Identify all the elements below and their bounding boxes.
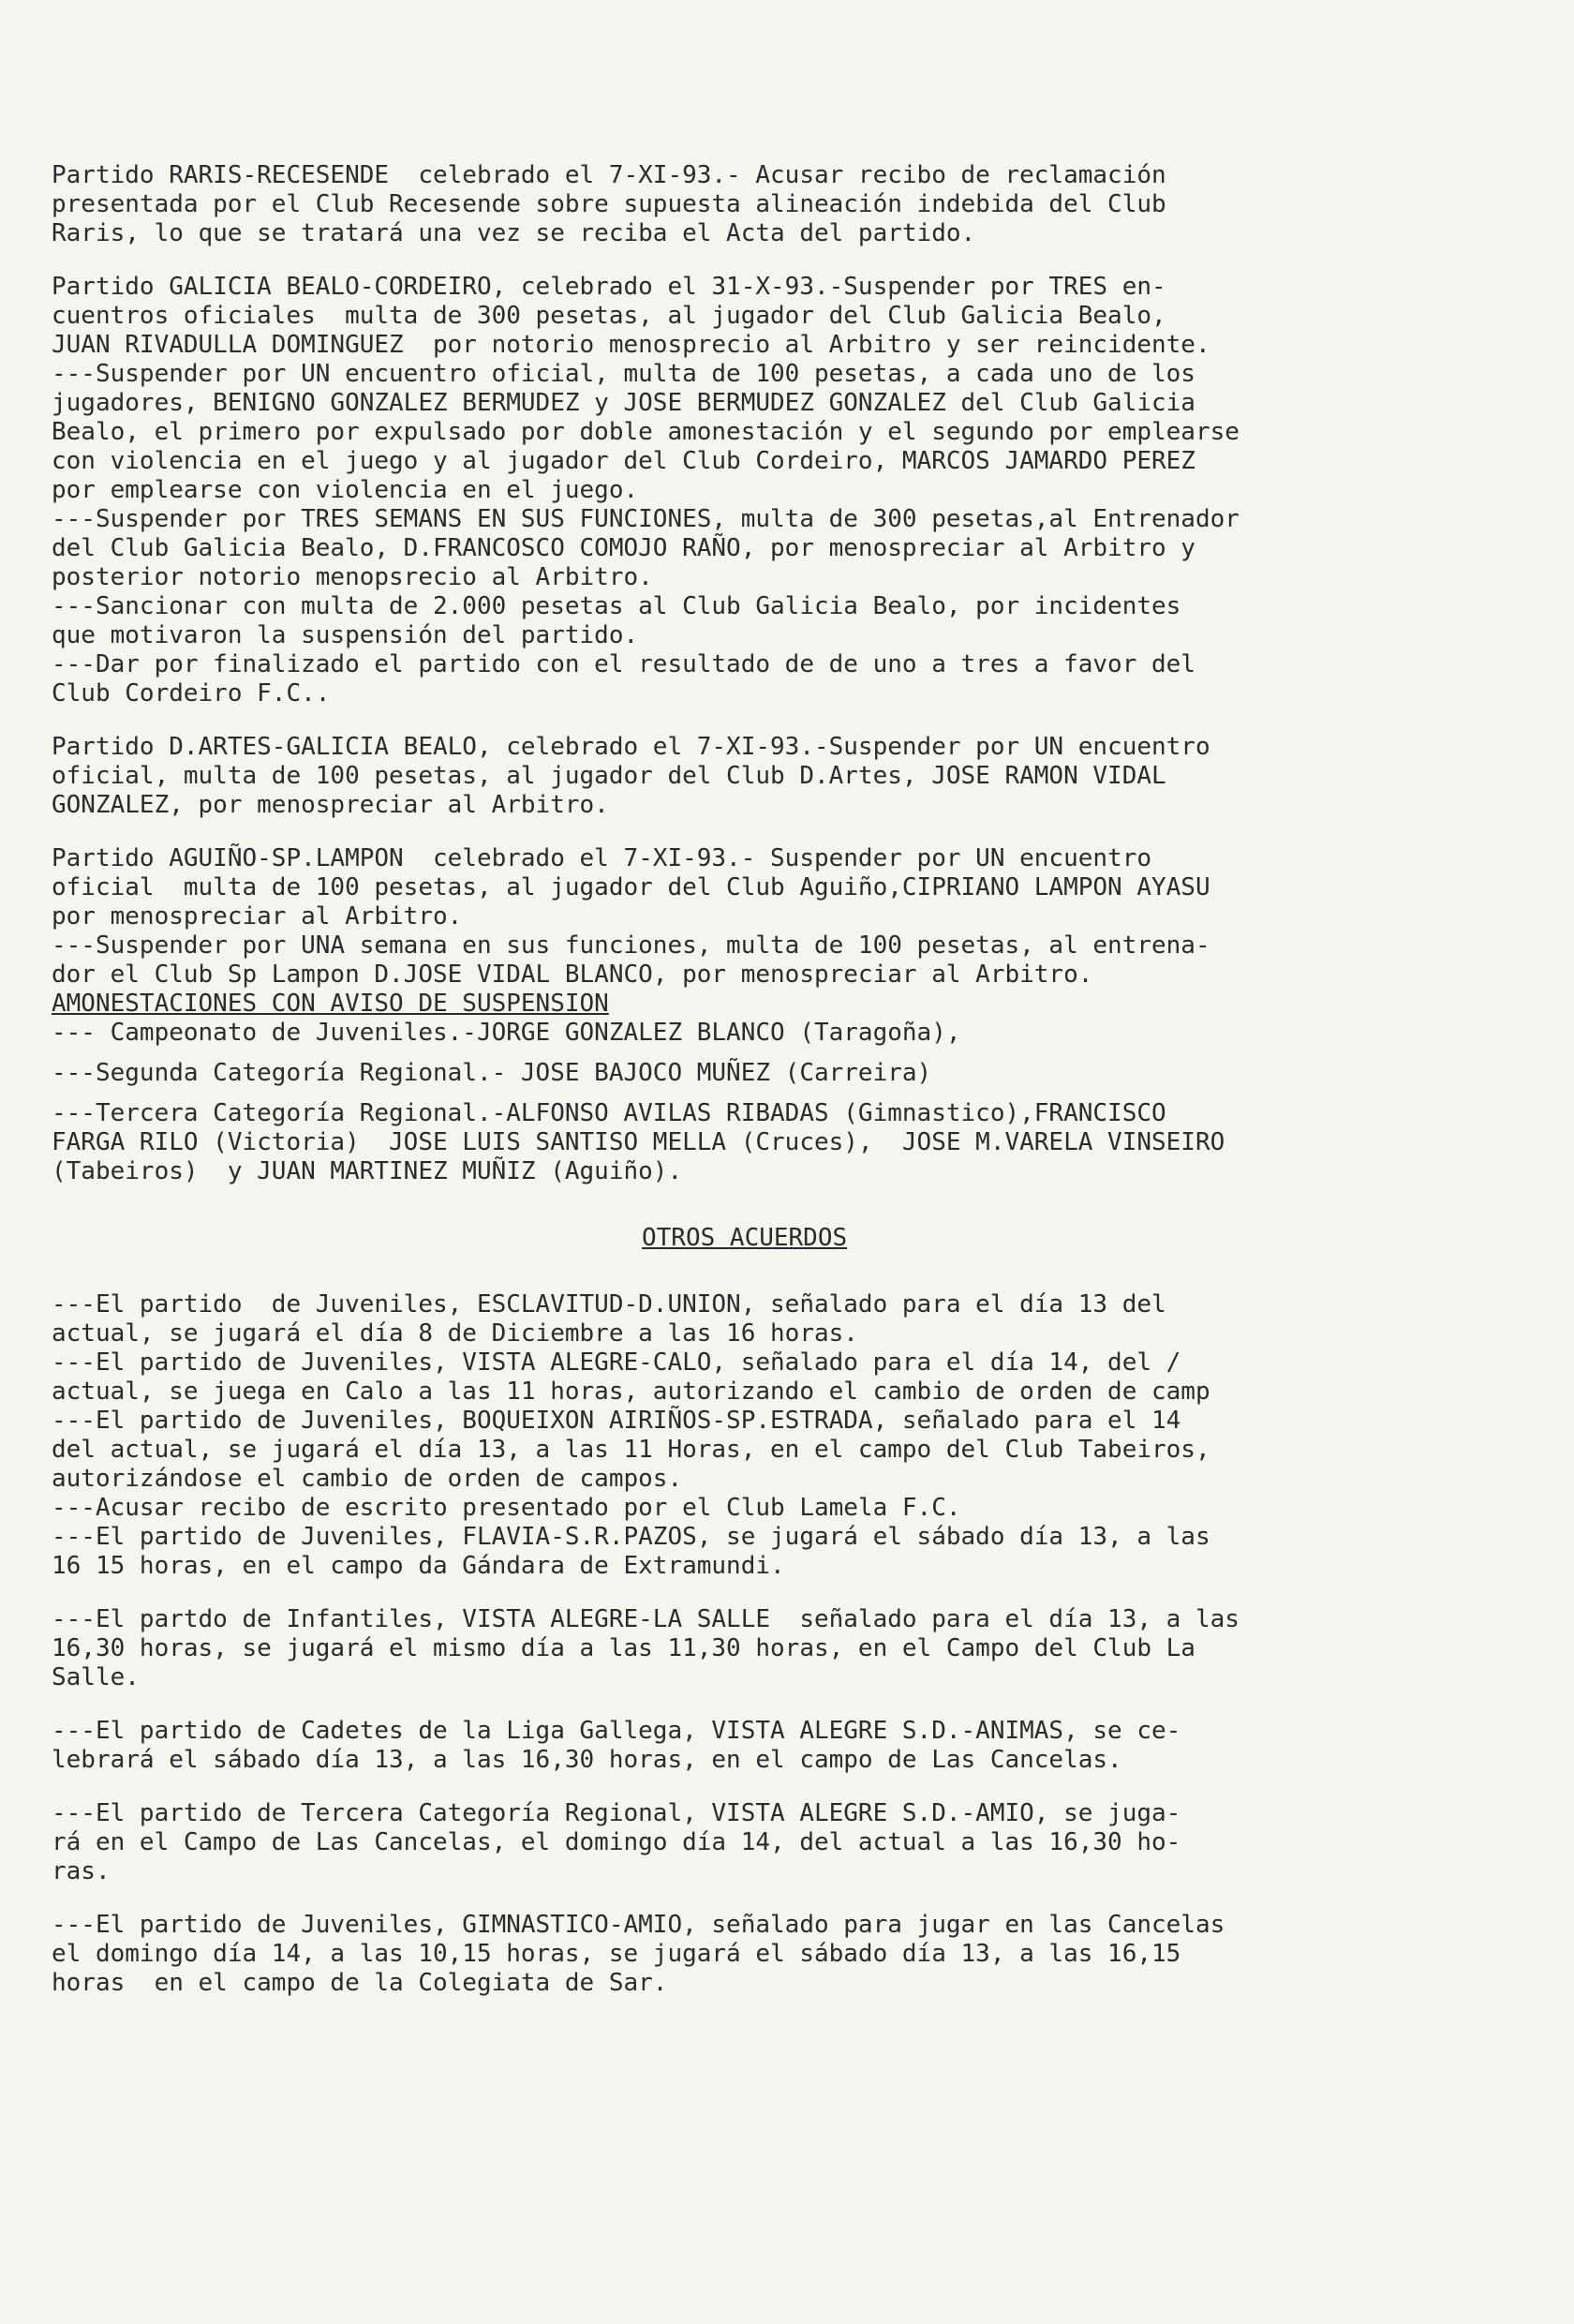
section-otros-acuerdos: [52, 1290, 1518, 1998]
text-line: ---Suspender por TRES SEMANS EN SUS FUNCIONES, multa de 300 pesetas,al Entrenador: [52, 505, 1240, 533]
text-line: --- Campeonato de Juveniles.-JORGE GONZALEZ BLANCO (Taragoña),: [52, 1019, 961, 1047]
section-heading-otros-acuerdos: OTROS ACUERDOS: [642, 1224, 848, 1252]
text-line: ---Sancionar con multa de 2.000 pesetas al Club Galicia Bealo, por incidentes: [52, 592, 1181, 620]
text-line: (Tabeiros) y JUAN MARTINEZ MUÑIZ (Aguiño).: [52, 1157, 683, 1185]
text-line: ---El partido de Juveniles, FLAVIA-S.R.PAZOS, se jugará el sábado día 13, a las: [52, 1523, 1210, 1551]
text-line: Partido AGUIÑO-SP.LAMPON celebrado el 7-XI-93.- Suspender por UN encuentro: [52, 844, 1151, 872]
text-line: Partido GALICIA BEALO-CORDEIRO, celebrado el 31-X-93.-Suspender por TRES en-: [52, 273, 1166, 301]
section-amonestaciones: [52, 990, 1518, 1186]
text-line: ---Suspender por UN encuentro oficial, multa de 100 pesetas, a cada uno de los: [52, 360, 1195, 388]
text-line: Raris, lo que se tratará una vez se reciba el Acta del partido.: [52, 219, 976, 247]
text-line: Salle.: [52, 1663, 140, 1691]
otros-block: [52, 1911, 1518, 1998]
text-line: ---Tercera Categoría Regional.-ALFONSO AVILAS RIBADAS (Gimnastico),FRANCISCO: [52, 1099, 1166, 1127]
text-line: dor el Club Sp Lampon D.JOSE VIDAL BLANCO, por menospreciar al Arbitro.: [52, 961, 1093, 989]
text-line: cuentros oficiales multa de 300 pesetas, al jugador del Club Galicia Bealo,: [52, 302, 1166, 330]
otros-block: [52, 1290, 1518, 1581]
paragraph-raris-recesende: [52, 161, 1518, 248]
text-line: ---El partido de Cadetes de la Liga Gallega, VISTA ALEGRE S.D.-ANIMAS, se ce-: [52, 1717, 1181, 1745]
text-line: ---Dar por finalizado el partido con el resultado de de uno a tres a favor del: [52, 650, 1195, 678]
text-line: 16 15 horas, en el campo da Gándara de Extramundi.: [52, 1552, 785, 1580]
text-line: ---Suspender por UNA semana en sus funciones, multa de 100 pesetas, al entrena-: [52, 931, 1210, 960]
text-line: ---El partdo de Infantiles, VISTA ALEGRE-LA SALLE señalado para el día 13, a las: [52, 1605, 1240, 1633]
text-line: el domingo día 14, a las 10,15 horas, se jugará el sábado día 13, a las 16,15: [52, 1940, 1181, 1968]
text-line: ---El partido de Juveniles, ESCLAVITUD-D.UNION, señalado para el día 13 del: [52, 1290, 1166, 1318]
text-line: actual, se juega en Calo a las 11 horas, autorizando el cambio de orden de camp: [52, 1378, 1210, 1406]
text-line: actual, se jugará el día 8 de Diciembre a las 16 horas.: [52, 1319, 858, 1348]
text-line: oficial, multa de 100 pesetas, al jugador del Club D.Artes, JOSE RAMON VIDAL: [52, 762, 1166, 790]
otros-block: [52, 1717, 1518, 1775]
paragraph-d-artes-galicia-bealo: [52, 733, 1518, 820]
text-line: autorizándose el cambio de orden de campos.: [52, 1465, 683, 1493]
text-line: ---Acusar recibo de escrito presentado por el Club Lamela F.C.: [52, 1494, 961, 1522]
text-line: ---El partido de Juveniles, VISTA ALEGRE-CALO, señalado para el día 14, del /: [52, 1348, 1181, 1377]
text-line: JUAN RIVADULLA DOMINGUEZ por notorio menosprecio al Arbitro y ser reincidente.: [52, 331, 1210, 359]
text-line: ---El partido de Juveniles, BOQUEIXON AIRIÑOS-SP.ESTRADA, señalado para el 14: [52, 1407, 1181, 1435]
text-line: del actual, se jugará el día 13, a las 11 Horas, en el campo del Club Tabeiros,: [52, 1436, 1210, 1464]
text-line: GONZALEZ, por menospreciar al Arbitro.: [52, 791, 609, 819]
text-line: Bealo, el primero por expulsado por doble amonestación y el segundo por emplearse: [52, 418, 1240, 446]
text-line: por emplearse con violencia en el juego.: [52, 476, 639, 504]
text-line: ras.: [52, 1857, 111, 1885]
text-line: rá en el Campo de Las Cancelas, el domingo día 14, del actual a las 16,30 ho-: [52, 1828, 1181, 1856]
text-line: del Club Galicia Bealo, D.FRANCOSCO COMOJO RAÑO, por menospreciar al Arbitro y: [52, 534, 1195, 562]
text-line: presentada por el Club Recesende sobre supuesta alineación indebida del Club: [52, 190, 1166, 218]
text-line: por menospreciar al Arbitro.: [52, 902, 463, 931]
text-line: con violencia en el juego y al jugador del Club Cordeiro, MARCOS JAMARDO PEREZ: [52, 447, 1195, 475]
text-line: jugadores, BENIGNO GONZALEZ BERMUDEZ y JOSE BERMUDEZ GONZALEZ del Club Galicia: [52, 389, 1195, 417]
text-line: FARGA RILO (Victoria) JOSE LUIS SANTISO MELLA (Cruces), JOSE M.VARELA VINSEIRO: [52, 1128, 1225, 1156]
text-line: lebrará el sábado día 13, a las 16,30 horas, en el campo de Las Cancelas.: [52, 1746, 1122, 1774]
text-line: 16,30 horas, se jugará el mismo día a las 11,30 horas, en el Campo del Club La: [52, 1634, 1195, 1662]
text-line: oficial multa de 100 pesetas, al jugador del Club Aguiño,CIPRIANO LAMPON AYASU: [52, 873, 1210, 901]
text-line: ---El partido de Tercera Categoría Regional, VISTA ALEGRE S.D.-AMIO, se juga-: [52, 1799, 1181, 1827]
text-line: ---El partido de Juveniles, GIMNASTICO-AMIO, señalado para jugar en las Cancelas: [52, 1911, 1225, 1939]
text-line: que motivaron la suspensión del partido.: [52, 621, 639, 649]
text-line: horas en el campo de la Colegiata de Sar.: [52, 1969, 668, 1997]
otros-block: [52, 1605, 1518, 1692]
text-line: Partido D.ARTES-GALICIA BEALO, celebrado el 7-XI-93.-Suspender por UN encuentro: [52, 733, 1210, 761]
section-heading-amonestaciones: AMONESTACIONES CON AVISO DE SUSPENSION: [52, 990, 609, 1018]
text-line: ---Segunda Categoría Regional.- JOSE BAJOCO MUÑEZ (Carreira): [52, 1059, 932, 1087]
text-line: Partido RARIS-RECESENDE celebrado el 7-XI-93.- Acusar recibo de reclamación: [52, 161, 1166, 189]
paragraph-galicia-bealo-cordeiro: [52, 273, 1518, 708]
text-line: posterior notorio menopsrecio al Arbitro.: [52, 563, 653, 591]
text-line: Club Cordeiro F.C..: [52, 679, 331, 708]
otros-block: [52, 1799, 1518, 1886]
paragraph-aguino-sp-lampon: [52, 844, 1518, 990]
